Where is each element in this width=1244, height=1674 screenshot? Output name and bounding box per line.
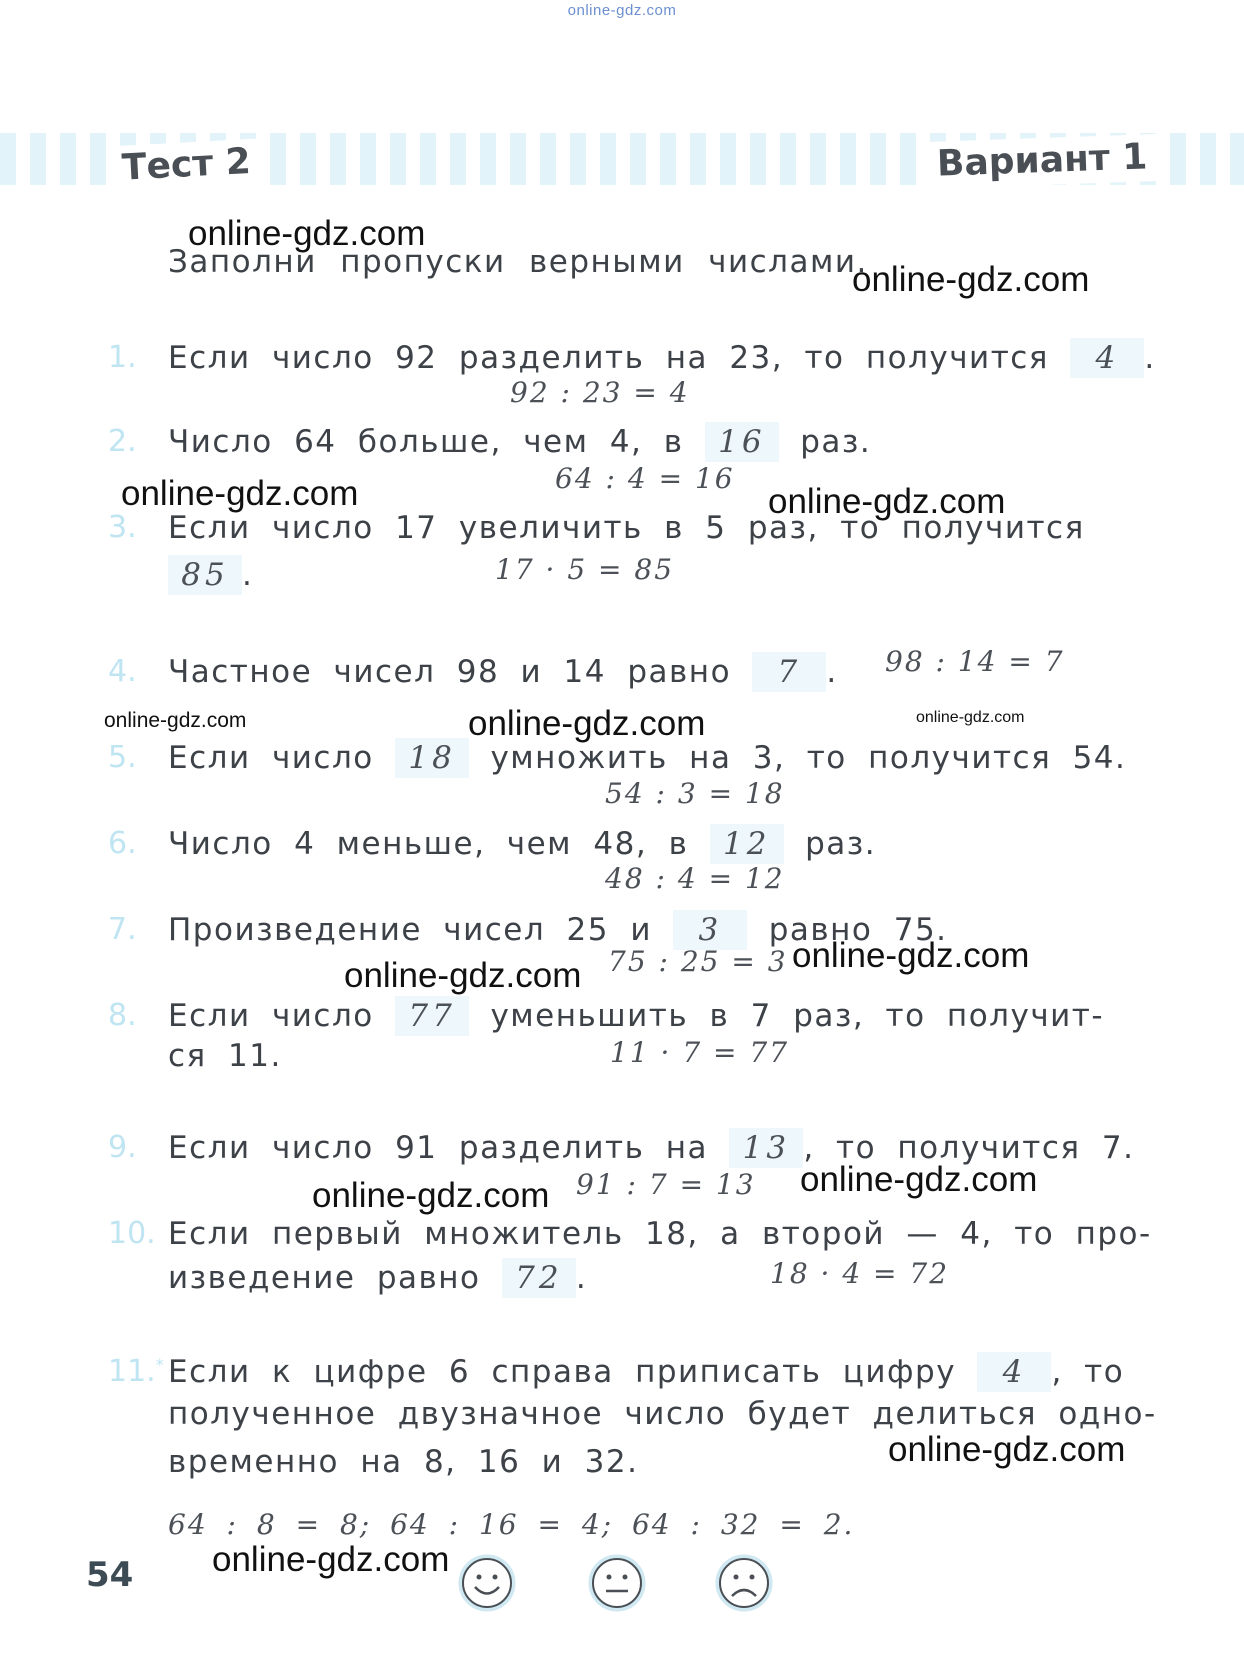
watermark: online-gdz.com [212,1540,450,1579]
task-number: 9. [108,1130,137,1165]
task-text: Если первый множитель 18, а второй — 4, то про- [168,1216,1152,1252]
task-number: 11.* [108,1354,164,1389]
task-text: Если число 92 разделить на 23, то получится 4 . [168,340,1156,376]
solution-7: 75 : 25 = 3 [608,945,788,978]
task-number: 7. [108,912,137,947]
task-10-line2: изведение равно 72 . [168,1260,588,1296]
task-number: 6. [108,826,137,861]
watermark: online-gdz.com [188,214,426,253]
watermark: online-gdz.com [916,709,1025,726]
happy-face-icon [458,1554,516,1612]
task-3-line2: 85 . [168,555,252,595]
task-8-line2: ся 11. [168,1038,282,1074]
task-11-line2: полученное двузначное число будет делиться одно- [168,1396,1157,1432]
watermark: online-gdz.com [121,474,359,513]
solution-10: 18 · 4 = 72 [770,1257,950,1290]
watermark: online-gdz.com [312,1176,550,1215]
solution-2: 64 : 4 = 16 [555,462,735,495]
watermark: online-gdz.com [888,1430,1126,1469]
sad-face-icon [715,1554,773,1612]
answer-box: 4 [1070,338,1144,378]
instruction: Заполни пропуски верными числами. [168,244,868,280]
solution-11: 64 : 8 = 8; 64 : 16 = 4; 64 : 32 = 2. [168,1508,855,1541]
answer-box: 13 [729,1128,803,1168]
task-number: 8. [108,998,137,1033]
solution-1: 92 : 23 = 4 [510,376,690,409]
watermark: online-gdz.com [104,709,247,732]
watermark: online-gdz.com [852,260,1090,299]
task-text: Если к цифре 6 справа приписать цифру 4 , то [168,1354,1125,1390]
task-text: Частное чисел 98 и 14 равно 7 . [168,654,838,690]
solution-8: 11 · 7 = 77 [610,1036,790,1069]
task-text: Число 64 больше, чем 4, в 16 раз. [168,424,872,460]
answer-box: 77 [395,996,469,1036]
answer-box: 7 [752,652,826,692]
answer-box: 3 [673,910,747,950]
variant-title: Вариант 1 [924,134,1160,189]
solution-3: 17 · 5 = 85 [495,553,675,586]
test-title: Тест 2 [117,138,270,193]
task-text: Если число 18 умножить на 3, то получится 54. [168,740,1127,776]
answer-box: 72 [502,1258,576,1298]
answer-box: 85 [168,555,242,595]
task-number: 5. [108,740,137,775]
solution-4: 98 : 14 = 7 [885,645,1065,678]
task-number: 1. [108,340,137,375]
task-11-line3: временно на 8, 16 и 32. [168,1444,639,1480]
watermark: online-gdz.com [344,956,582,995]
task-text: Число 4 меньше, чем 48, в 12 раз. [168,826,877,862]
answer-box: 4 [977,1352,1051,1392]
watermark: online-gdz.com [768,482,1006,521]
task-number: 2. [108,424,137,459]
watermark: online-gdz.com [792,936,1030,975]
answer-box: 12 [710,824,784,864]
neutral-face-icon [588,1554,646,1612]
task-text: Если число 77 уменьшить в 7 раз, то получит- [168,998,1105,1034]
solution-6: 48 : 4 = 12 [605,862,785,895]
watermark-top: online-gdz.com [567,2,677,19]
task-text: Произведение чисел 25 и 3 равно 75. [168,912,948,948]
task-number: 3. [108,510,137,545]
answer-box: 16 [705,422,779,462]
task-number: 4. [108,654,137,689]
solution-5: 54 : 3 = 18 [605,777,785,810]
watermark: online-gdz.com [800,1160,1038,1199]
solution-9: 91 : 7 = 13 [576,1168,756,1201]
page-number: 54 [86,1555,134,1595]
watermark: online-gdz.com [468,704,706,743]
task-text: Если число 17 увеличить в 5 раз, то получится [168,510,1085,546]
answer-box: 18 [395,738,469,778]
task-text: Если число 91 разделить на 13 , то получится 7. [168,1130,1135,1166]
task-number: 10. [108,1216,156,1251]
